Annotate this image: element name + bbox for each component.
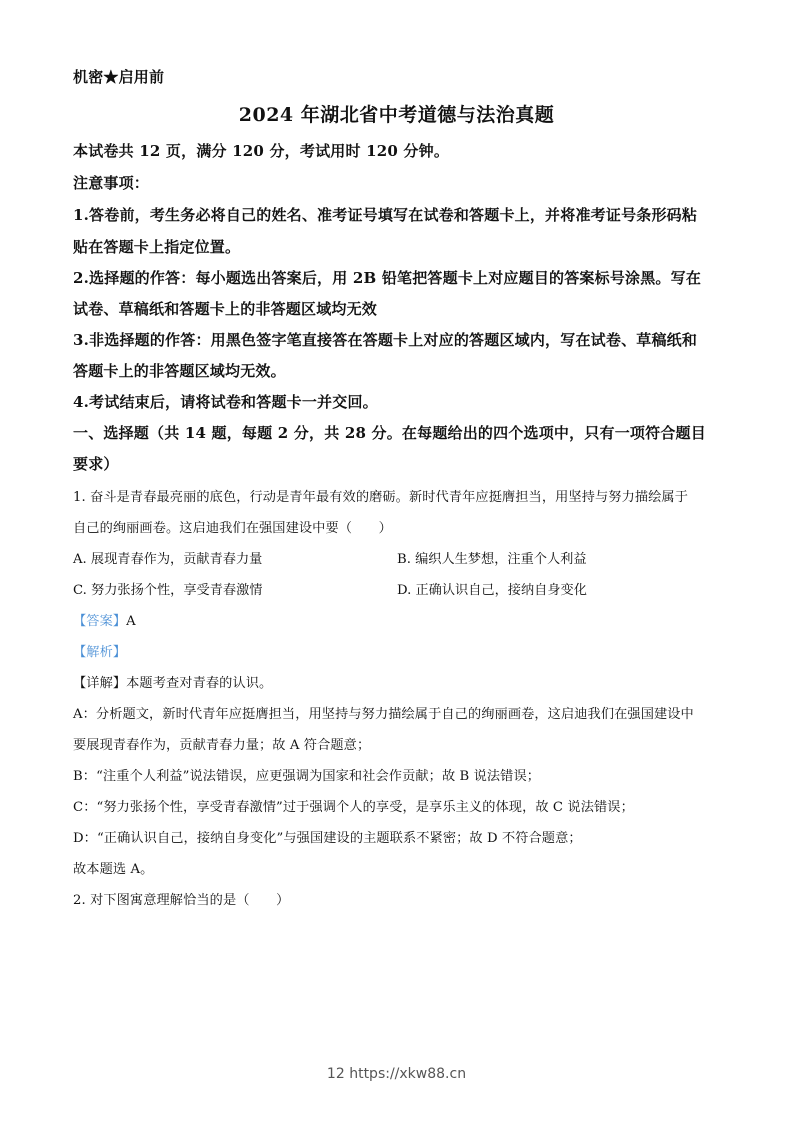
- answer-row: [73, 610, 136, 629]
- option-a: A. 展现青春作为，贡献青春力量: [73, 552, 263, 567]
- notes-heading: 注意事项：: [73, 174, 150, 192]
- section-heading-cont: 要求）: [73, 455, 119, 473]
- option-c: C. 努力张扬个性，享受青春激情: [73, 583, 263, 598]
- page-number: 12: [326, 1066, 345, 1082]
- note-line: 4.考试结束后，请将试卷和答题卡一并交回。: [73, 393, 378, 411]
- note-line: 3.非选择题的作答：用黑色签字笔直接答在答题卡上对应的答题区域内，写在试卷、草稿纸和: [73, 331, 698, 349]
- question-1-stem-cont: 自己的绚丽画卷。这启迪我们在强国建设中要（ ）: [73, 521, 392, 536]
- answer-label: 【答案】: [73, 614, 127, 629]
- note-line: 1.答卷前，考生务必将自己的姓名、准考证号填写在试卷和答题卡上，并将准考证号条形码粘: [73, 206, 698, 224]
- page-footer: [0, 1066, 793, 1082]
- note-line: 答题卡上的非答题区域均无效。: [73, 362, 286, 380]
- exam-info: 本试卷共 12 页，满分 120 分，考试用时 120 分钟。: [73, 142, 450, 160]
- section-heading: 一、选择题（共 14 题，每题 2 分，共 28 分。在每题给出的四个选项中，只有一项符合题目: [73, 424, 706, 442]
- detail-line: A：分析题文，新时代青年应挺膺担当，用坚持与努力描绘属于自己的绚丽画卷，这启迪我们在强国建设中: [73, 707, 694, 722]
- detail-line: C：“努力张扬个性，享受青春激情”过于强调个人的享受，是享乐主义的体现，故 C 说法错误；: [73, 800, 634, 815]
- question-1-stem: 1. 奋斗是青春最亮丽的底色，行动是青年最有效的磨砺。新时代青年应挺膺担当，用坚持与努力描绘属于: [73, 490, 689, 505]
- note-line: 试卷、草稿纸和答题卡上的非答题区域均无效: [73, 300, 378, 318]
- detail-line: B：“注重个人利益”说法错误，应更强调为国家和社会作贡献；故 B 说法错误；: [73, 769, 541, 784]
- page-title: 2024 年湖北省中考道德与法治真题: [238, 104, 555, 126]
- detail-line: D：“正确认识自己，接纳自身变化”与强国建设的主题联系不紧密；故 D 不符合题意；: [73, 831, 582, 846]
- detail-line: 要展现青春作为，贡献青春力量；故 A 符合题意；: [73, 738, 371, 753]
- note-line: 贴在答题卡上指定位置。: [73, 238, 241, 256]
- option-d: D. 正确认识自己，接纳自身变化: [397, 583, 587, 598]
- footer-url[interactable]: https://xkw88.cn: [349, 1066, 467, 1082]
- detail-line: 故本题选 A。: [73, 862, 154, 877]
- option-b: B. 编织人生梦想，注重个人利益: [397, 552, 587, 567]
- answer-value: A: [126, 614, 136, 629]
- note-line: 2.选择题的作答：每小题选出答案后，用 2B 铅笔把答题卡上对应题目的答案标号涂黑。写在: [73, 269, 702, 287]
- confidential-label: 机密★启用前: [73, 68, 165, 86]
- detail-line: 【详解】本题考查对青春的认识。: [73, 676, 273, 691]
- analysis-label: 【解析】: [73, 645, 127, 660]
- question-2-stem: 2. 对下图寓意理解恰当的是（ ）: [73, 893, 290, 908]
